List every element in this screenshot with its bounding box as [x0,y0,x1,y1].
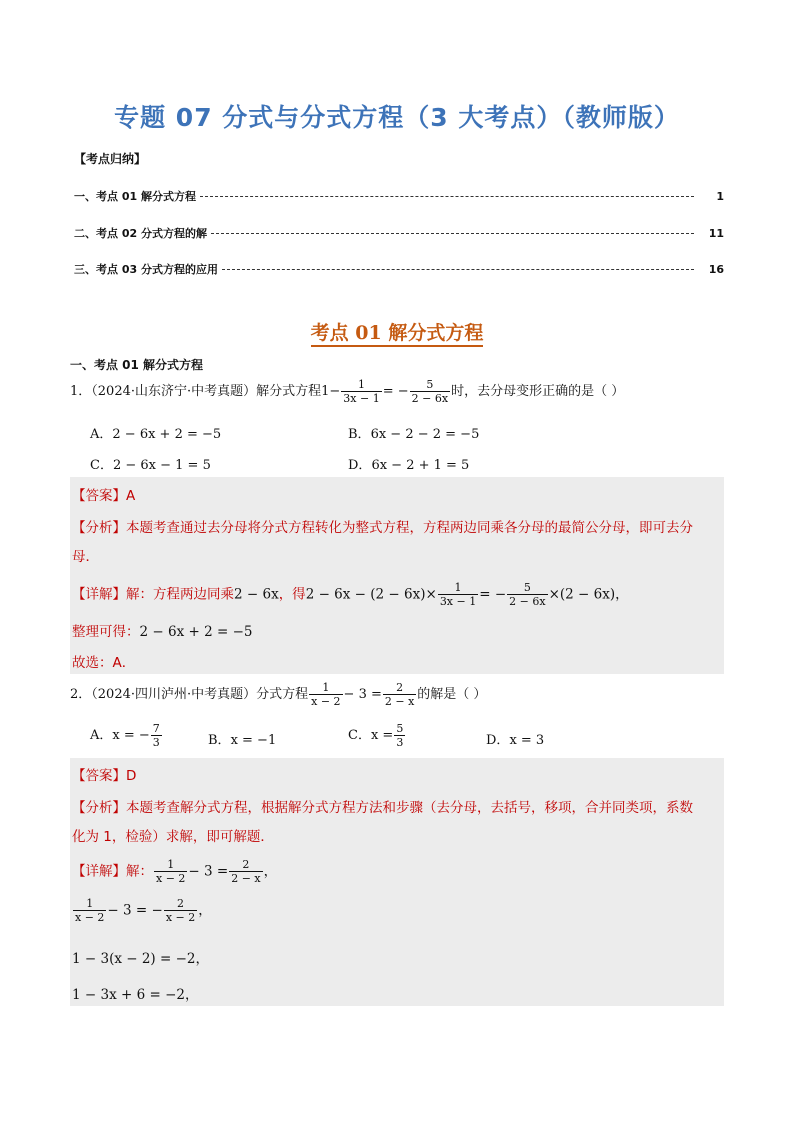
answer-1: 【答案】A [72,488,136,504]
option-d: D．x = 3 [486,733,545,748]
option-d: D．6x − 2 + 1 = 5 [348,458,470,473]
choose-1: 故选：A． [72,655,136,671]
fraction: $\frac{1}{x - 2}$ [156,858,186,885]
answer-2: 【答案】D [72,768,137,784]
fraction: $\frac{5}{2 - 6x}$ [411,378,449,405]
toc-item-page: 11 [708,227,724,240]
fraction: $\frac{2}{2 - x}$ [384,681,415,708]
toc-leader [222,269,694,270]
fraction: $\frac{5}{2 - 6x}$ [509,581,546,608]
toc-leader [200,196,694,197]
option-c: C．2 − 6x − 1 = 5 [90,458,211,473]
analysis-2-cont: 化为 1，检验）求解，即可解题． [72,829,274,845]
toc-leader [211,233,694,234]
solution-box-1 [70,477,724,674]
toc-item[interactable] [74,188,724,204]
toc-item-page: 1 [716,190,724,203]
simplify-1: 整理可得：2 − 6x + 2 = −5 [72,624,253,640]
fraction: $\frac{1}{x - 2}$ [311,681,341,708]
option-a: A．x = − $\frac{7}{3}$ [90,722,160,749]
fraction: $\frac{5}{3}$ [396,722,404,749]
option-c: C．x = $\frac{5}{3}$ [348,722,404,749]
option-b: B．x = −1 [208,733,277,748]
fraction: $\frac{2}{x - 2}$ [165,897,196,924]
analysis-2: 【分析】本题考查解分式方程，根据解分式方程方法和步骤（去分母，去括号，移项，合并同类项，系数 [72,800,693,816]
toc-item[interactable] [74,225,724,241]
toc-item-page: 16 [708,263,724,276]
step-4: 1 − 3x + 6 = −2， [72,987,199,1003]
option-a: A．2 − 6x + 2 = −5 [90,427,222,442]
fraction: $\frac{2}{2 - x}$ [231,858,261,885]
detail-2: 【详解】解： $\frac{1}{x - 2}$ − 3 = $\frac{2}{2 - x}$ ， [72,858,278,885]
question-1: 1．（2024·山东济宁·中考真题）解分式方程1− $\frac{1}{3x - 1}$ = − $\frac{5}{2 - 6x}$ 时，去分母变形正确的是（ ） [70,378,625,405]
step-3: 1 − 3(x − 2) = −2， [72,951,209,967]
section-title: 考点 01 解分式方程 [0,318,794,345]
page-title: 专题 07 分式与分式方程（3 大考点）（教师版） [114,103,680,132]
toc-item-label: 三、考点 03 分式方程的应用 [74,263,218,276]
option-b: B．6x − 2 − 2 = −5 [348,427,480,442]
fraction: $\frac{1}{3x - 1}$ [343,378,380,405]
fraction: $\frac{1}{x - 2}$ [75,897,105,924]
toc-item-label: 二、考点 02 分式方程的解 [74,227,207,240]
fraction: $\frac{1}{3x - 1}$ [439,581,477,608]
toc-item[interactable] [74,261,724,277]
step-2: $\frac{1}{x - 2}$ − 3 = − $\frac{2}{x - 2}$ ， [75,897,212,924]
question-2: 2．（2024·四川泸州·中考真题）分式方程 $\frac{1}{x - 2}$ − 3 = $\frac{2}{2 - x}$ 的解是（ ） [70,681,487,708]
toc-item-label: 一、考点 01 解分式方程 [74,190,196,203]
analysis-1: 【分析】本题考查通过去分母将分式方程转化为整式方程，方程两边同乘各分母的最简公分母，即可去分 [72,520,693,536]
analysis-1-cont: 母． [72,549,99,565]
toc-heading: 【考点归纳】 [74,152,147,166]
section-subheading: 一、考点 01 解分式方程 [70,358,204,372]
detail-1: 【详解】解：方程两边同乘2 − 6x，得2 − 6x − (2 − 6x)× $\frac{1}{3x - 1}$ = − $\frac{5}{2 - 6x}$ ×(2 − 6x)， [72,581,629,608]
fraction: $\frac{7}{3}$ [152,722,160,749]
